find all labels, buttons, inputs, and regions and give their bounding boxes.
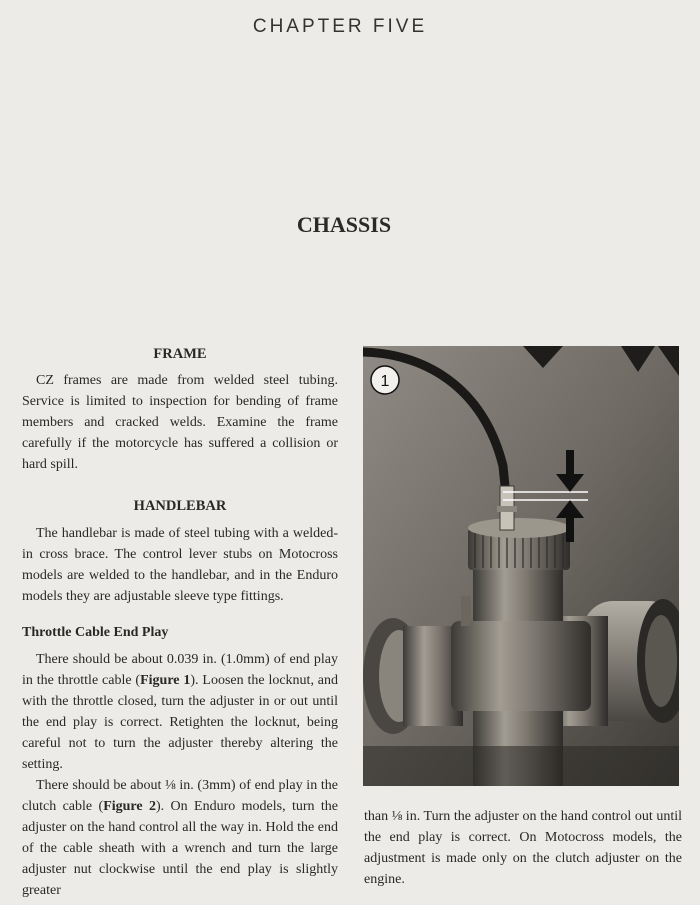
- frame-paragraph: CZ frames are made from welded steel tubing. Service is limited to inspection for bending of frame members and cracked welds. Examine the frame carefully if the motorcycle has suffered a collision or hard spill.: [22, 373, 338, 472]
- clutch-paragraph: [22, 775, 338, 901]
- clutch-paragraph-continued: than ⅛ in. Turn the adjuster on the hand control out until the end play is correct. On Motocross models, the adjustment is made only on the clutch adjuster on the engine.: [364, 809, 682, 887]
- throttle-heading: Throttle Cable End Play: [22, 625, 169, 640]
- handlebar-heading: HANDLEBAR: [133, 498, 227, 514]
- figure-callout-number: 1: [380, 373, 390, 390]
- figure-1-reference: Figure 1: [140, 673, 191, 688]
- throttle-p1-text-a: There should be about 0.039 in. (1.0mm) of end play in the throttle cable (: [22, 652, 338, 688]
- handlebar-paragraph: The handlebar is made of steel tubing with a welded-in cross brace. The control lever stubs on Motocross models are welded to the handlebar, and in the Enduro models they are adjustable sleeve type fittings.: [22, 526, 338, 604]
- clutch-p-text-b: ). On Enduro models, turn the adjuster on the hand control all the way in. Hold the end of the cable sheath with a wrench and turn the large adjuster nut clockwise until the end play is slightly greater: [22, 799, 339, 898]
- figure-2-reference: Figure 2: [103, 799, 156, 814]
- frame-heading: FRAME: [153, 346, 207, 362]
- right-column: [364, 806, 682, 890]
- throttle-p1-text-b: ). Loosen the locknut, and with the throttle closed, turn the adjuster in or out until the end play is correct. Retighten the locknut, being careful not to turn the adjuster thereby altering the setting.: [22, 673, 339, 772]
- throttle-paragraph-1: [22, 649, 338, 775]
- chapter-header: CHAPTER FIVE: [252, 16, 428, 37]
- clutch-p-text-a: There should be about ⅛ in. (3mm) of end play in the clutch cable (: [22, 778, 338, 814]
- left-column: [22, 344, 338, 901]
- figure-1-photo: [363, 346, 679, 786]
- page-title: CHASSIS: [296, 212, 392, 237]
